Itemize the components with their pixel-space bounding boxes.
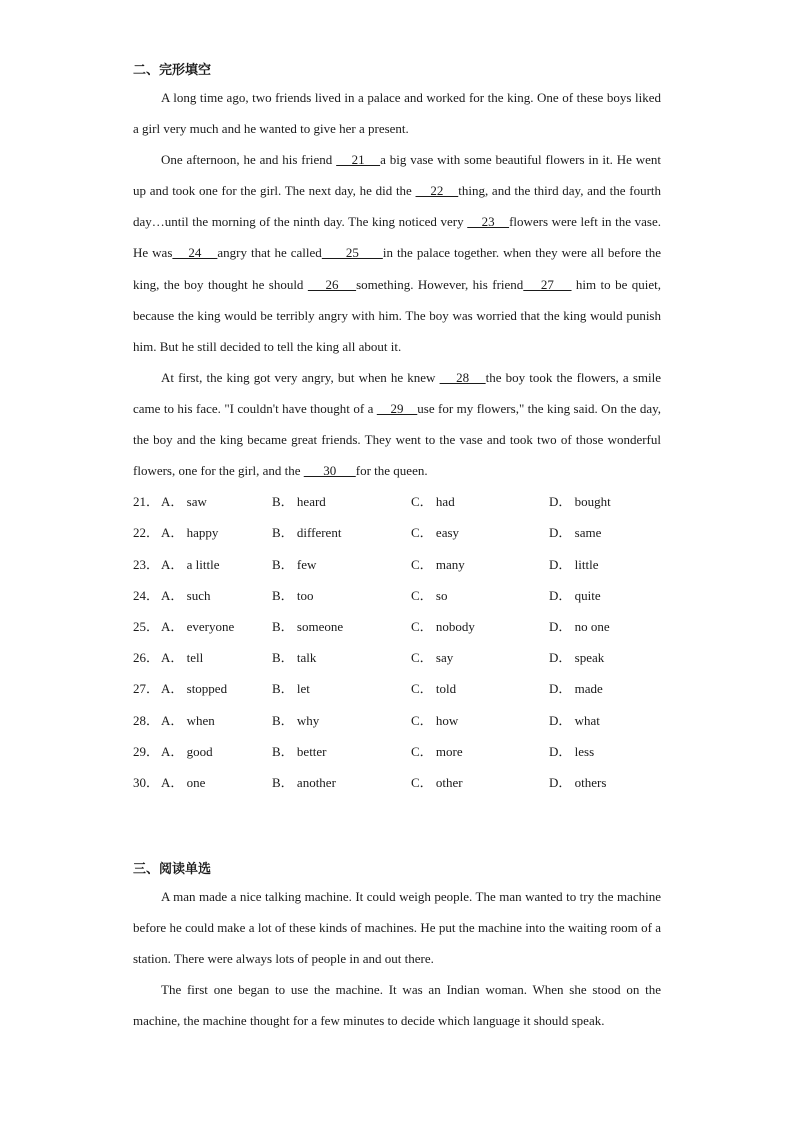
question-number: 21．	[133, 494, 160, 510]
text-segment: At first, the king got very angry, but when he knew	[161, 369, 440, 385]
question-number: 22．	[133, 525, 160, 541]
option-b[interactable]: B． different	[272, 525, 342, 541]
text-segment: a big vase with some beautiful flowers in it. He went up and took one for the girl. The next day, he did the	[133, 152, 661, 199]
text-segment: him to be quiet, because the king would be terribly angry with him. The boy was worried that the king would punish him. But he still decided to tell the king all about it.	[133, 276, 661, 354]
option-d[interactable]: D． same	[549, 525, 602, 541]
text-segment: in the palace together. when they were all before the king, the boy thought he should	[133, 245, 662, 292]
blank-26: 26	[307, 276, 357, 292]
question-row	[133, 517, 661, 548]
option-c[interactable]: C． other	[411, 774, 463, 790]
blank-29: 29	[376, 400, 418, 416]
section-heading-reading: 三、阅读单选	[133, 862, 212, 878]
text-segment: use for my flowers," the king said. On the day, the boy and the king became great friends. They went to the vase and took two of those wonderful flowers, one for the girl, and the	[133, 400, 661, 479]
blank-23: 23	[467, 214, 510, 230]
section-heading-cloze: 二、完形填空	[133, 63, 212, 78]
option-a[interactable]: A． saw	[161, 494, 207, 510]
blank-30: 30	[303, 463, 356, 479]
option-a[interactable]: A． good	[161, 743, 213, 759]
option-b[interactable]: B． talk	[272, 650, 317, 666]
question-row	[133, 611, 661, 642]
document-page	[133, 60, 661, 1037]
option-a[interactable]: A． stopped	[161, 681, 228, 697]
blank-28: 28	[439, 369, 486, 385]
option-c[interactable]: C． told	[411, 681, 457, 697]
question-number: 24．	[133, 587, 160, 603]
question-number: 25．	[133, 618, 160, 634]
cloze-paragraph-3	[133, 362, 661, 486]
option-c[interactable]: C． how	[411, 712, 459, 728]
option-c[interactable]: C． easy	[411, 525, 460, 541]
option-a[interactable]: A． happy	[161, 525, 219, 541]
question-row	[133, 767, 661, 798]
question-row	[133, 705, 661, 736]
text-segment: angry that he called	[217, 245, 322, 261]
question-row	[133, 486, 661, 517]
text-segment: the boy took the flowers, a smile came to his face. "I couldn't have thought of a	[133, 369, 662, 416]
option-b[interactable]: B． why	[272, 712, 320, 728]
text-segment: for the queen.	[355, 463, 428, 479]
option-d[interactable]: D． speak	[549, 650, 605, 666]
question-number: 26．	[133, 650, 160, 666]
option-d[interactable]: D． little	[549, 556, 599, 572]
question-number: 29．	[133, 743, 160, 759]
text-segment: thing, and the third day, and the fourth day…until the morning of the ninth day. The king noticed very	[133, 183, 662, 230]
text-segment: One afternoon, he and his friend	[161, 152, 337, 168]
option-b[interactable]: B． too	[272, 587, 314, 603]
option-a[interactable]: A． a little	[161, 556, 220, 572]
blank-25: 25	[321, 245, 383, 261]
options-list	[133, 486, 661, 798]
option-d[interactable]: D． others	[549, 774, 607, 790]
option-c[interactable]: C． many	[411, 556, 465, 572]
option-a[interactable]: A． when	[161, 712, 215, 728]
option-b[interactable]: B． better	[272, 743, 327, 759]
question-row	[133, 642, 661, 673]
option-c[interactable]: C． nobody	[411, 618, 475, 634]
option-c[interactable]: C． more	[411, 743, 463, 759]
question-number: 30．	[133, 774, 160, 790]
question-number: 28．	[133, 712, 160, 728]
option-c[interactable]: C． so	[411, 587, 448, 603]
option-b[interactable]: B． few	[272, 556, 317, 572]
cloze-paragraph-2	[133, 144, 661, 362]
option-d[interactable]: D． no one	[549, 618, 610, 634]
question-row	[133, 736, 661, 767]
question-row	[133, 549, 661, 580]
text-segment: flowers were left in the vase. He was	[133, 214, 661, 261]
option-b[interactable]: B． heard	[272, 494, 326, 510]
option-c[interactable]: C． say	[411, 650, 454, 666]
option-b[interactable]: B． another	[272, 774, 336, 790]
option-b[interactable]: B． let	[272, 681, 310, 697]
blank-27: 27	[523, 276, 572, 292]
option-d[interactable]: D． less	[549, 743, 595, 759]
option-d[interactable]: D． what	[549, 712, 600, 728]
blank-22: 22	[415, 183, 459, 199]
text-segment: something. However, his friend	[356, 276, 524, 292]
cloze-paragraph-1: A long time ago, two friends lived in a palace and worked for the king. One of these boys liked a girl very much and he wanted to give her a present.	[133, 90, 661, 137]
option-d[interactable]: D． bought	[549, 494, 611, 510]
blank-21: 21	[336, 152, 381, 168]
question-row	[133, 673, 661, 704]
option-d[interactable]: D． quite	[549, 587, 601, 603]
question-number: 23．	[133, 556, 160, 572]
option-a[interactable]: A． everyone	[161, 618, 235, 634]
option-a[interactable]: A． one	[161, 774, 206, 790]
option-d[interactable]: D． made	[549, 681, 603, 697]
question-number: 27．	[133, 681, 160, 697]
reading-paragraph-1: A man made a nice talking machine. It could weigh people. The man wanted to try the machine before he could make a lot of these kinds of machines. He put the machine into the waiting room of a station. There were always lots of people in and out there.	[133, 889, 661, 967]
option-a[interactable]: A． such	[161, 587, 211, 603]
option-a[interactable]: A． tell	[161, 650, 204, 666]
blank-24: 24	[172, 245, 218, 261]
option-b[interactable]: B． someone	[272, 618, 344, 634]
question-row	[133, 580, 661, 611]
option-c[interactable]: C． had	[411, 494, 455, 510]
reading-paragraph-2: The first one began to use the machine. It was an Indian woman. When she stood on the machine, the machine thought for a few minutes to decide which language it should speak.	[133, 982, 661, 1029]
